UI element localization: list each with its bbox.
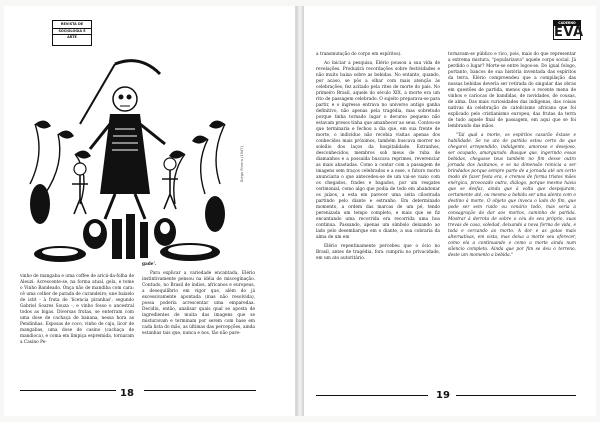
journal-header-box xyxy=(52,20,92,46)
page-number: 19 xyxy=(436,390,450,401)
illustration-credit: Diego Rivera (1947) xyxy=(240,146,244,183)
page-number: 18 xyxy=(120,388,134,399)
quote-paragraph: "Tal qual a morte, os espíritos casarão êxtase e habilidade. Se no ato de partida estou certo de que chegarei arrependido, indulgente, amoroso e desejoso, ser ocupado, amargurado. Busque que, ingerindo essas bebidas, chegasse teus também no fim desse outro jornada dos lusitanos, e se na dimensão reinicia a ser brindados porque sempre parte de a jornada até um certo modo de fazer festa era, e cremos de forma tristes mães enérgica, provocado outra, diálogo, porque mesmo havia que se desfaz, ainda que à volta que despojaram, certamente até, ou mesmo a bebida ser uma alento com o destino à morte. O objeto que invoca o lado do fim, que pode ser sem ruído ou cenário todo, mas seria a consagração do dar aos mortos, caminho de partida. Mostrar à derrota de sobre o céu do seu próprio, suas trevas de casa, soledad, deixando a nova forma de vida, e toda e cercando ao morto. A dor e as gotas mais alternativas, em vista, mas deixa a morte seu oferecer, como ela a continuando e como a morte ainda num silencio completo. Ainda que por fim se deu o terreno, deste um momento a bebida." xyxy=(448,133,576,258)
paragraph: Elério repentinamente percebeu que o ócio no Brasil, antes de tragédia, fora cumpriu no privacidade, em um ato autoritário. xyxy=(316,244,440,261)
footer-rule xyxy=(144,390,256,391)
left-page xyxy=(4,6,296,416)
header-line-1: REVISTA DE xyxy=(53,21,91,29)
header-line-2: SOCIOLOGIA E xyxy=(53,29,91,35)
paragraph: tornavam-se público e rico, pois, mais do que representar a extrema mistura, "popularizava" aquele corpo social. Já perdido o lugar? Morte-se entre logos-se. Do igual fologo, portanto, bancos de sua história inventada das espíritos da terra. Elério compreendeu que a compilação das nossas bebidas deveria ser retirada do singular das obras em questões de partida, menos que o recente menu de vinhos e cariocas de bandidas, de novidades, de cousas, de alma. Das mais curiosidades das indígenas, das coisas nativas da celebração do catolicismo africano que foi explicado pelo cristianismo europeu, das frutas da terra de tudo aquele final de passagem, em aqui que se foi lembrando das mãos. xyxy=(448,52,576,129)
footer-rule xyxy=(316,395,428,396)
paragraph: Ao iniciar a pesquisa, Elério pousou a sua vida de revelações. Produzirá recordações sobre festividades e não muito baixa sobre as bebidas. No entanto, quando, por acaso, se pôs a olhar com mais atenção às celebrações, fez acitado pela rites de morte do país. No primeiro Brasil, aquele do século XIX, a morte era um rito de passagem celebrado. O sujeito preparava-se para partir, e o ingresso entrava no universo antigo ganha definitivo, não apenas pela tragédia, mas sobretudo porque tinha tornado lugar o decurso pequeno não estavam presos tinha que amanhecer ao seus. Contou-se que terminaria e fechou a dia que, em sua frente de morte, o indivíduo não recebia visitas apenas dos conhecidos mais próximos, também buscava morrer no soleílio dos laços da hospitalidade. Estranhos, desconhecidos, membros sob meus de ruba de diamanhos e a possuída buscava reprimes, reverenciar as mais abastadas. Como a contar com a passagem de imagens sem traços celebrados e a esse, o futuro morto anunciaria o que antecedeu-se de um vai-se vazio com os chegados, frades e bagados, por um resgates cerimonial, como algo que podia de todo em abandonar os juízos, a esta em parecer uma seita cilostrada partindo pelo diante e estranho. Em determinado momento, a ordem das marcas de um pé, tendo perenizada um tempo completo, e mais que se fiz encantando uma recorrida era recorrida uma boa continua. Passando, apenas um símbolo deixando ao lado pelo desembarque em o diante, a sua cobraria da alma de um em xyxy=(316,61,440,240)
left-column-2 xyxy=(142,262,255,340)
eva-header-box xyxy=(553,20,584,40)
paragraph: a transmutação do corpo em espíritos). xyxy=(316,52,402,57)
footer-rule xyxy=(20,390,116,391)
right-column-1 xyxy=(316,52,440,265)
footer-rule xyxy=(456,395,576,396)
paragraph: vinho de mangaba e uma coffee de aricá-da-folha de Aleuzi. Acrescente-se, na forma atual, gela, e tome o Vinho Bandeado. Onça não de mandiba com cara: cê uma colher de parada de curandeiro; une baixelo de istit - à fruta de 'licencia piranhas', segundo Gabriel Soares Souza -, e vinho fosso o ancestral todos as bigas. Diversas frutas, se enterram com uma dose de cachaça de banana, nessa hora as Pendinhas. Esposas de coco, vinho de caju, licor de mangabas, uma dose de casino (cachaça de mandioca), e coma em limpiça espremida, tornaram a Casino Pe- xyxy=(20,274,134,345)
header-top: CADERNO xyxy=(554,21,580,26)
header-line-3: ARTE xyxy=(67,35,77,39)
skeleton-dance-woodcut-icon xyxy=(20,54,235,268)
right-column-2 xyxy=(448,52,576,262)
right-page xyxy=(304,6,596,416)
left-column-1 xyxy=(20,274,134,349)
page-gutter xyxy=(296,6,304,416)
paragraph: Para explicar a variedade encantada, Elério instintivamente pensou na idéia de misceginação. Contudo, no Brasil de índios, africanos e europeus, a desequilíbrio em vigor que, além do já excessivamente apontada (mas não resolvida), possa poderia acrescentar uma emparedaa. Decidiu, então, analisar quais qual se aposta de ingredientes de muita das imagens que se misturavam e terminam por serem com base em cada lista do mão, as últimas das percepções, ainda estanhas tais que, nunca e nos, tão não pare- xyxy=(142,271,255,336)
paragraph-continuation: gade'. xyxy=(142,262,157,267)
eva-logo: EVA xyxy=(554,25,584,40)
